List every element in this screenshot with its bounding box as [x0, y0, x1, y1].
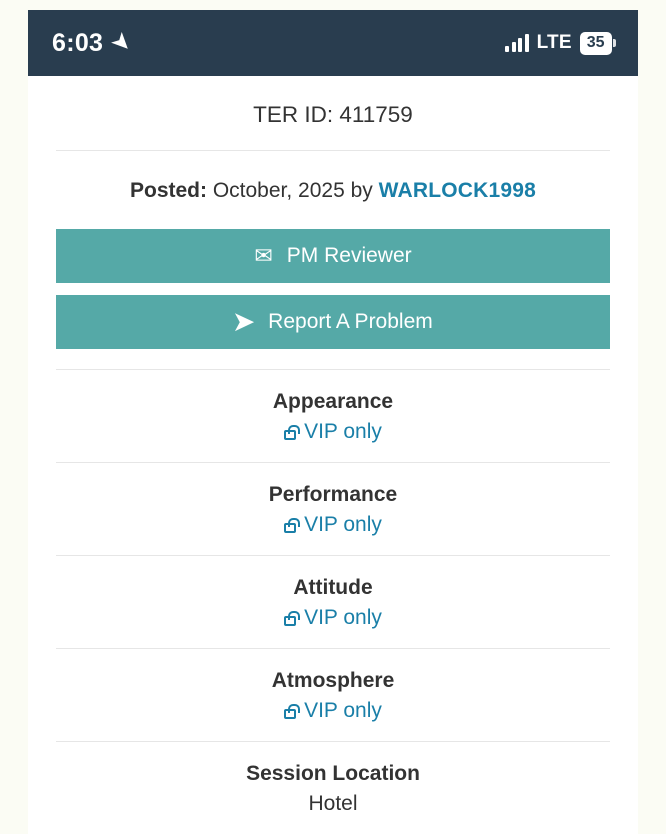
lock-icon: [284, 523, 296, 533]
location-arrow-icon: ➤: [107, 27, 137, 57]
rating-label: Attitude: [293, 576, 373, 599]
rating-row-performance: [56, 463, 610, 556]
rating-value-vip-locked[interactable]: [56, 513, 610, 537]
cellular-signal-icon: [505, 34, 529, 52]
author-link[interactable]: WARLOCK1998: [378, 179, 537, 202]
battery-icon: [580, 32, 616, 55]
rating-label: Appearance: [272, 390, 394, 413]
posted-label: Posted:: [129, 179, 207, 202]
ratings-list: [56, 369, 610, 834]
phone-screen: [28, 10, 638, 815]
rating-value-label: VIP only: [304, 699, 382, 722]
rating-value-label: VIP only: [304, 420, 382, 443]
rating-row-attitude: [56, 556, 610, 649]
rating-label: Session Location: [246, 762, 420, 785]
rating-value-vip-locked[interactable]: [56, 699, 610, 723]
report-a-problem-button[interactable]: [56, 295, 610, 349]
rating-row-session-location: [56, 742, 610, 834]
status-bar: [28, 10, 638, 76]
rating-row-appearance: [56, 370, 610, 463]
envelope-icon: ✉: [254, 243, 273, 268]
review-content: [28, 76, 638, 834]
rating-label: Atmosphere: [271, 669, 395, 692]
rating-value-vip-locked[interactable]: [56, 606, 610, 630]
rating-row-atmosphere: [56, 649, 610, 742]
pm-reviewer-label: PM Reviewer: [286, 244, 412, 267]
rating-value-label: VIP only: [304, 513, 382, 536]
lock-icon: [284, 616, 296, 626]
lock-icon: [284, 430, 296, 440]
battery-level-label: 35: [580, 32, 612, 55]
network-type-label: LTE: [536, 32, 572, 53]
rating-value-label: Hotel: [308, 792, 358, 815]
posted-date: October, 2025 by: [207, 179, 379, 202]
rating-value-vip-locked[interactable]: [56, 420, 610, 444]
report-a-problem-label: Report A Problem: [268, 310, 433, 333]
clock-label: 6:03: [52, 28, 104, 57]
pm-reviewer-button[interactable]: [56, 229, 610, 283]
posted-line: [28, 151, 638, 229]
status-bar-right: [505, 32, 616, 55]
rating-value-label: VIP only: [304, 606, 382, 629]
status-bar-left: [52, 27, 137, 58]
rating-label: Performance: [268, 483, 398, 506]
arrow-right-icon: ➤: [233, 307, 255, 336]
battery-cap: [613, 39, 616, 47]
lock-icon: [284, 709, 296, 719]
ter-id-label: TER ID: 411759: [56, 76, 610, 151]
